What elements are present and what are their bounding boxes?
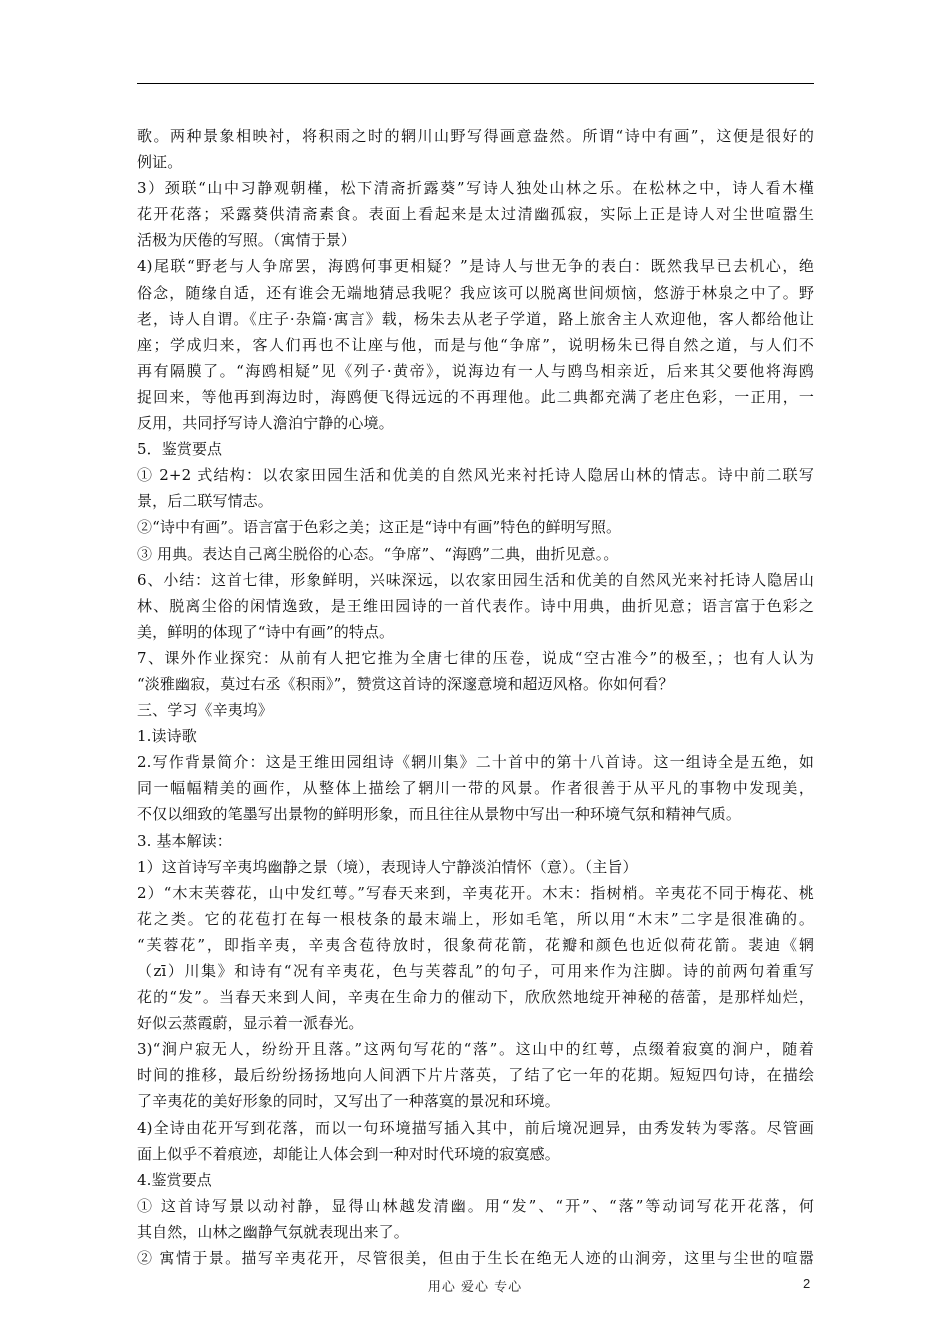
text-line: 座；学成归来，客人们再也不让座与他，而是与他“争席”，说明杨朱已得自然之道，与人们不 — [137, 335, 814, 354]
text-line: 5．鉴赏要点 — [137, 440, 223, 459]
text-line: 4.鉴赏要点 — [137, 1170, 212, 1189]
text-line: 三、学习《辛夷坞》 — [137, 701, 273, 720]
text-line: ① 2+2 式结构：以农家田园生活和优美的自然风光来衬托诗人隐居山林的情志。诗中前二联写 — [137, 466, 814, 485]
text-line: 同一幅幅精美的画作，从整体上描绘了辋川一带的风景。作者很善于从平凡的事物中发现美， — [137, 779, 814, 798]
text-line: 花开花落；采露葵供清斋素食。表面上看起来是太过清幽孤寂，实际上正是诗人对尘世喧嚣生 — [137, 205, 814, 224]
text-line: 反用，共同抒写诗人澹泊宁静的心境。 — [137, 414, 394, 433]
text-line: “芙蓉花”，即指辛夷，辛夷含苞待放时，很象荷花箭，花瓣和颜色也近似荷花箭。裴迪《辋 — [137, 935, 814, 954]
text-line: 活极为厌倦的写照。（寓情于景） — [137, 231, 357, 250]
text-line: 2）“木末芙蓉花，山中发红萼。”写春天来到，辛夷花开。木末：指树梢。辛夷花不同于梅花、桃 — [137, 883, 814, 902]
footer-text: 用心 爱心 专心 — [427, 1280, 523, 1295]
text-line: （zī）川集》和诗有“况有辛夷花，色与芙蓉乱”的句子，可用来作为注脚。诗的前两句着重写 — [137, 962, 814, 980]
text-line: 花的“发”。当春天来到人间，辛夷在生命力的催动下，欣欣然地绽开神秘的蓓蕾，是那样灿烂， — [137, 988, 814, 1007]
text-line: 2.写作背景简介：这是王维田园组诗《辋川集》二十首中的第十八首诗。这一组诗全是五绝，如 — [137, 753, 814, 772]
text-line: 4)尾联“野老与人争席罢，海鸥何事更相疑？”是诗人与世无争的表白：既然我早已去机心，绝 — [137, 257, 814, 276]
text-line: 6、小结：这首七律，形象鲜明，兴味深远，以农家田园生活和优美的自然风光来衬托诗人隐居山 — [137, 570, 814, 589]
text-line: ① 这首诗写景以动衬静，显得山林越发清幽。用“发”、“开”、“落”等动词写花开花落，何 — [137, 1196, 814, 1215]
text-line: 美，鲜明的体现了“诗中有画”的特点。 — [137, 622, 395, 641]
text-line: 1）这首诗写辛夷坞幽静之景（境），表现诗人宁静淡泊情怀（意）。（主旨） — [137, 857, 638, 876]
text-line: 不仅以细致的笔墨写出景物的鲜明形象，而且往往从景物中写出一种环境气氛和精神气质。 — [137, 805, 742, 824]
page-number: 2 — [803, 1276, 811, 1291]
text-line: 3)“涧户寂无人，纷纷开且落。”这两句写花的“落”。这山中的红萼，点缀着寂寞的涧户，随着 — [137, 1040, 814, 1059]
text-line: 捉回来，等他再到海边时，海鸥便飞得远远的不再理他。此二典都充满了老庄色彩，一正用，一 — [137, 387, 814, 406]
text-line: 时间的推移，最后纷纷扬扬地向人间洒下片片落英，了结了它一年的花期。短短四句诗，在描绘 — [137, 1066, 814, 1085]
text-line: 4)全诗由花开写到花落，而以一句环境描写插入其中，前后境况迥异，由秀发转为零落。尽管画 — [137, 1118, 814, 1137]
text-line: 花之类。它的花苞打在每一根枝条的最末端上，形如毛笔，所以用“木末”二字是很准确的。 — [137, 909, 814, 928]
text-line: 了辛夷花的美好形象的同时，又写出了一种落寞的景况和环境。 — [137, 1092, 560, 1111]
text-line: 面上似乎不着痕迹，却能让人体会到一种对时代环境的寂寞感。 — [137, 1144, 560, 1163]
text-line: ③ 用典。表达自己离尘脱俗的心态。“争席”、“海鸥”二典，曲折见意。。 — [137, 544, 619, 563]
text-line: 再有隔膜了。“海鸥相疑”见《列子·黄帝》，说海边有一人与鸥鸟相亲近，后来其父要他将海鸥 — [137, 361, 814, 380]
text-line: 7、课外作业探究：从前有人把它推为全唐七律的压卷，说成“空古准今”的极至，；也有人认为 — [137, 648, 814, 667]
text-line: 俗念，随缘自适，还有谁会无端地猜忌我呢？我应该可以脱离世间烦恼，悠游于林泉之中了。野 — [137, 283, 814, 302]
text-line: ②“诗中有画”。语言富于色彩之美；这正是“诗中有画”特色的鲜明写照。 — [137, 518, 622, 537]
header-rule — [137, 83, 814, 84]
text-line: 林、脱离尘俗的闲情逸致，是王维田园诗的一首代表作。诗中用典，曲折见意；语言富于色彩之 — [137, 596, 814, 615]
text-line: “淡雅幽寂，莫过右丞《积雨》”，赞赏这首诗的深邃意境和超迈风格。你如何看？ — [137, 674, 674, 693]
text-line: ② 寓情于景。描写辛夷花开，尽管很美，但由于生长在绝无人迹的山涧旁，这里与尘世的喧嚣 — [137, 1249, 814, 1268]
text-line: 景，后二联写情志。 — [137, 492, 273, 511]
text-line: 老，诗人自谓。《庄子·杂篇·寓言》载，杨朱去从老子学道，路上旅舍主人欢迎他，客人都给他让 — [137, 309, 814, 328]
text-line: 其自然，山林之幽静气氛就表现出来了。 — [137, 1222, 409, 1241]
text-line: 例证。 — [137, 153, 183, 172]
text-line: 1.读诗歌 — [137, 727, 197, 746]
text-line: 好似云蒸霞蔚，显示着一派春光。 — [137, 1014, 364, 1033]
text-line: 3. 基本解读： — [137, 831, 232, 850]
document-body — [137, 123, 814, 1271]
text-line: 3）颈联“山中习静观朝槿，松下清斋折露葵”写诗人独处山林之乐。在松林之中，诗人看木槿 — [137, 179, 814, 198]
text-line: 歌。两种景象相映衬，将积雨之时的辋川山野写得画意盎然。所谓“诗中有画”，这便是很好的 — [137, 127, 814, 145]
